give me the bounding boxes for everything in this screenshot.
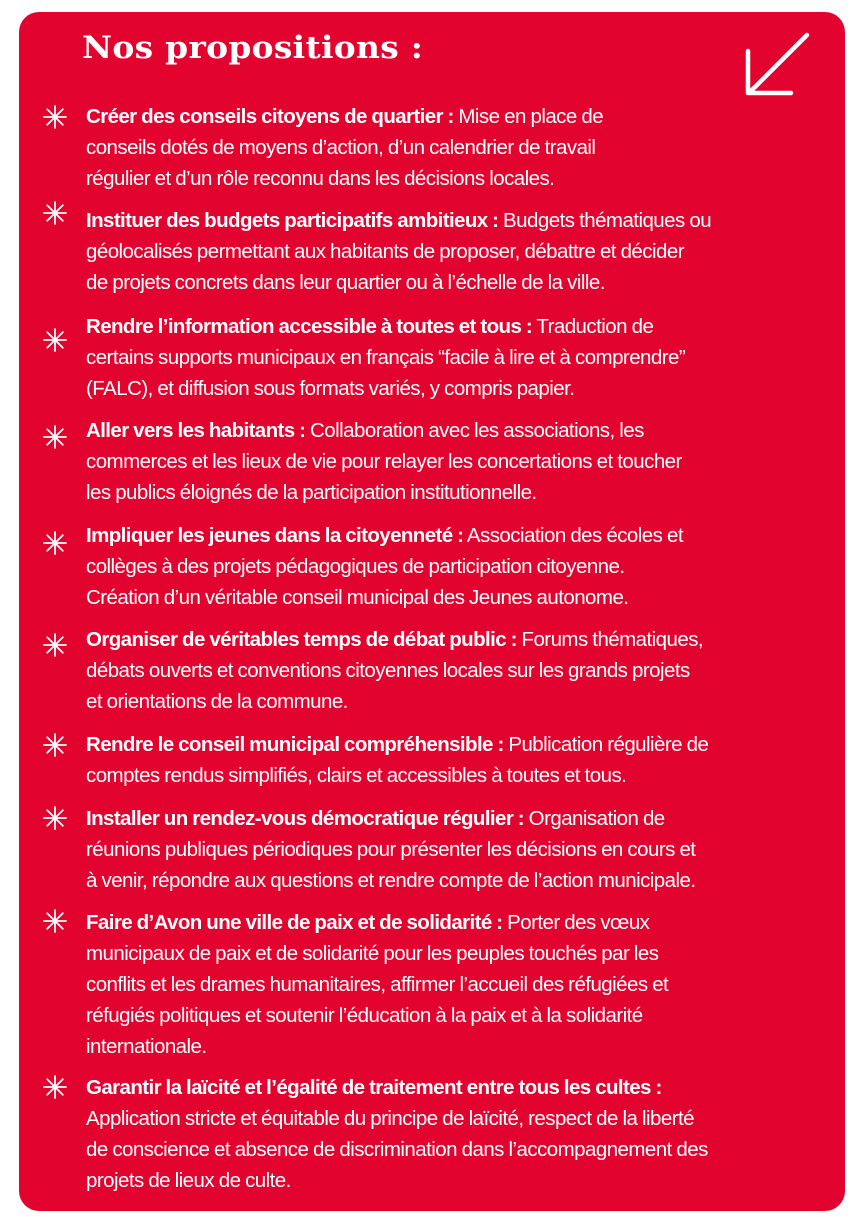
proposition-text: de projets concrets dans leur quartier ou à l’échelle de la ville. xyxy=(86,271,605,294)
proposition-text: géolocalisés permettant aux habitants de proposer, débattre et décider xyxy=(86,240,684,263)
proposition-title: Instituer des budgets participatifs ambitieux : xyxy=(86,209,499,232)
proposition-item xyxy=(86,624,826,717)
asterisk-icon xyxy=(43,105,67,129)
proposition-first-line xyxy=(86,415,826,446)
proposition-item xyxy=(86,803,826,896)
proposition-text: projets de lieux de culte. xyxy=(86,1169,291,1192)
proposition-item xyxy=(86,311,826,404)
proposition-text: Budgets thématiques ou xyxy=(498,209,712,232)
proposition-text: régulier et d’un rôle reconnu dans les décisions locales. xyxy=(86,167,555,190)
proposition-text: internationale. xyxy=(86,1035,207,1058)
proposition-text: conseils dotés de moyens d’action, d’un calendrier de travail xyxy=(86,136,596,159)
proposition-text: réfugiés politiques et soutenir l’éducation à la paix et à la solidarité xyxy=(86,1004,643,1027)
proposition-item xyxy=(86,729,826,791)
proposition-text: Mise en place de xyxy=(453,105,604,128)
proposition-first-line xyxy=(86,803,826,834)
proposition-text: commerces et les lieux de vie pour relayer les concertations et toucher xyxy=(86,450,682,473)
asterisk-icon xyxy=(43,806,67,830)
proposition-first-line xyxy=(86,205,826,236)
asterisk-icon xyxy=(43,328,67,352)
proposition-text: comptes rendus simplifiés, clairs et accessibles à toutes et tous. xyxy=(86,764,627,787)
proposition-text: réunions publiques périodiques pour présenter les décisions en cours et xyxy=(86,838,696,861)
proposition-first-line xyxy=(86,729,826,760)
proposition-text: à venir, répondre aux questions et rendre compte de l’action municipale. xyxy=(86,869,696,892)
proposition-title: Installer un rendez-vous démocratique régulier : xyxy=(86,807,525,830)
proposition-item xyxy=(86,101,826,194)
proposition-text: Collaboration avec les associations, les xyxy=(305,419,644,442)
proposition-text: de conscience et absence de discrimination dans l’accompagnement des xyxy=(86,1138,708,1161)
proposition-title: Organiser de véritables temps de débat public : xyxy=(86,628,517,651)
proposition-title: Faire d’Avon une ville de paix et de solidarité : xyxy=(86,911,503,934)
proposition-text: débats ouverts et conventions citoyennes locales sur les grands projets xyxy=(86,659,690,682)
asterisk-icon xyxy=(43,201,67,225)
arrow-down-left-icon xyxy=(740,28,816,104)
asterisk-icon xyxy=(43,909,67,933)
proposition-item xyxy=(86,205,826,298)
proposition-title: Impliquer les jeunes dans la citoyenneté : xyxy=(86,524,464,547)
asterisk-icon xyxy=(43,733,67,757)
proposition-text: Création d’un véritable conseil municipal des Jeunes autonome. xyxy=(86,586,629,609)
page-title: Nos propositions : xyxy=(82,30,424,66)
proposition-first-line xyxy=(86,101,826,132)
proposition-title: Rendre l’information accessible à toutes et tous : xyxy=(86,315,533,338)
proposition-text: Application stricte et équitable du principe de laïcité, respect de la liberté xyxy=(86,1107,694,1130)
proposition-title: Rendre le conseil municipal compréhensible : xyxy=(86,733,504,756)
asterisk-icon xyxy=(43,531,67,555)
proposition-text: Porter des vœux xyxy=(502,911,650,934)
proposition-title: Créer des conseils citoyens de quartier : xyxy=(86,105,454,128)
asterisk-icon xyxy=(43,633,67,657)
proposition-text: Publication régulière de xyxy=(503,733,709,756)
proposition-text: Association des écoles et xyxy=(463,524,683,547)
proposition-item xyxy=(86,907,826,1062)
proposition-first-line xyxy=(86,1072,826,1103)
proposition-text: Traduction de xyxy=(532,315,654,338)
proposition-title: Garantir la laïcité et l’égalité de traitement entre tous les cultes : xyxy=(86,1076,662,1099)
proposition-text: collèges à des projets pédagogiques de participation citoyenne. xyxy=(86,555,625,578)
proposition-text: et orientations de la commune. xyxy=(86,690,348,713)
proposition-first-line xyxy=(86,520,826,551)
proposition-item xyxy=(86,520,826,613)
proposition-first-line xyxy=(86,311,826,342)
proposition-text: (FALC), et diffusion sous formats variés, y compris papier. xyxy=(86,377,575,400)
asterisk-icon xyxy=(43,1075,67,1099)
proposition-first-line xyxy=(86,624,826,655)
asterisk-icon xyxy=(43,425,67,449)
proposition-item xyxy=(86,415,826,508)
proposition-text: Organisation de xyxy=(524,807,665,830)
proposition-text: certains supports municipaux en français “facile à lire et à comprendre” xyxy=(86,346,686,369)
proposition-item xyxy=(86,1072,826,1196)
proposition-first-line xyxy=(86,907,826,938)
proposition-text: Forums thématiques, xyxy=(516,628,704,651)
proposition-text: municipaux de paix et de solidarité pour les peuples touchés par les xyxy=(86,942,659,965)
proposition-text: conflits et les drames humanitaires, affirmer l’accueil des réfugiées et xyxy=(86,973,669,996)
proposition-text: les publics éloignés de la participation institutionnelle. xyxy=(86,481,537,504)
proposition-title: Aller vers les habitants : xyxy=(86,419,306,442)
